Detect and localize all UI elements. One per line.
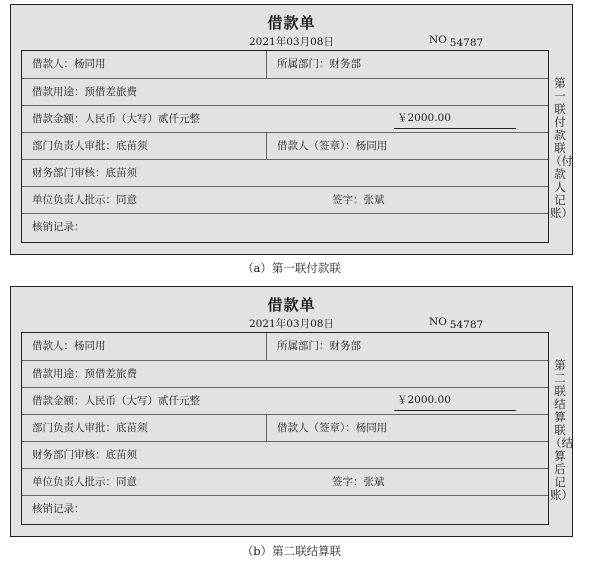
- signature-field: 签字：张斌: [332, 476, 385, 488]
- form-row: [22, 51, 548, 78]
- dept-head-review-field: 部门负责人审批：底苗须: [32, 422, 148, 434]
- loan-form-copy-1: [10, 4, 573, 255]
- unit-head-approve-field: 单位负责人批示：同意: [32, 476, 137, 488]
- borrower-field: 借款人：杨同用: [32, 58, 106, 70]
- form-grid: [21, 50, 549, 243]
- form-row: [22, 105, 548, 132]
- form-number-label: NO: [429, 316, 447, 328]
- form-date: 2021年03月08日: [249, 318, 334, 330]
- copy-side-label: 第二联结算联（结算后记账）: [550, 358, 573, 502]
- writeoff-field: 核销记录：: [32, 503, 85, 515]
- loan-form-copy-2: [10, 286, 573, 537]
- form-date: 2021年03月08日: [249, 36, 334, 48]
- signature-field: 签字：张斌: [332, 194, 385, 206]
- form-row: [22, 441, 548, 468]
- dept-head-review-field: 部门负责人审批：底苗须: [32, 140, 148, 152]
- form-number-value: 54787: [449, 319, 484, 331]
- figure-caption: （a）第一联付款联: [242, 261, 341, 275]
- form-number: [429, 316, 484, 331]
- form-title: 借款单: [267, 14, 316, 32]
- form-number-value: 54787: [449, 37, 484, 49]
- department-field: 所属部门：财务部: [266, 51, 548, 78]
- amount-words-field: 借款金额：人民币（大写）贰仟元整: [32, 395, 200, 407]
- writeoff-field: 核销记录：: [32, 221, 85, 233]
- form-row: [22, 360, 548, 387]
- form-row: [22, 387, 548, 414]
- unit-head-approve-field: 单位负责人批示：同意: [32, 194, 137, 206]
- borrower-sign-field: 借款人（签章）：杨同用: [266, 133, 548, 159]
- form-row: [22, 132, 548, 159]
- form-number-label: NO: [429, 34, 447, 46]
- finance-review-field: 财务部门审核：底苗须: [32, 449, 137, 461]
- form-row: [22, 495, 548, 524]
- form-row: [22, 78, 548, 105]
- form-row: [22, 159, 548, 186]
- form-grid: [21, 332, 549, 525]
- amount-figure-field: ￥2000.00: [394, 390, 516, 411]
- form-title: 借款单: [267, 296, 316, 314]
- purpose-field: 借款用途：预借差旅费: [32, 86, 137, 98]
- figure-caption: （b）第二联结算联: [241, 544, 342, 558]
- form-row: [22, 186, 548, 213]
- form-row: [22, 333, 548, 360]
- department-field: 所属部门：财务部: [266, 333, 548, 360]
- borrower-field: 借款人：杨同用: [32, 340, 106, 352]
- copy-side-label: 第一联付款联（付款人记账）: [550, 76, 573, 220]
- form-row: [22, 213, 548, 242]
- form-row: [22, 414, 548, 441]
- form-number: [429, 34, 484, 49]
- purpose-field: 借款用途：预借差旅费: [32, 368, 137, 380]
- borrower-sign-field: 借款人（签章）：杨同用: [266, 415, 548, 441]
- amount-words-field: 借款金额：人民币（大写）贰仟元整: [32, 113, 200, 125]
- form-row: [22, 468, 548, 495]
- finance-review-field: 财务部门审核：底苗须: [32, 167, 137, 179]
- amount-figure-field: ￥2000.00: [394, 108, 516, 129]
